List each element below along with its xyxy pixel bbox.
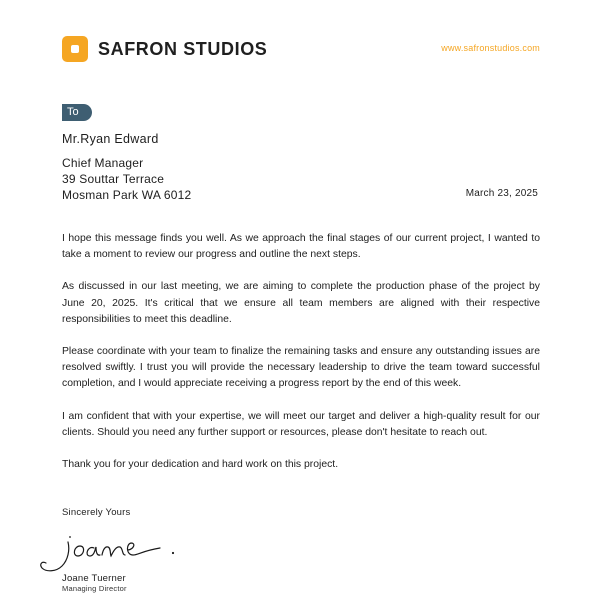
recipient-address [62, 155, 191, 203]
body-paragraph: Thank you for your dedication and hard work on this project. [62, 459, 339, 471]
body-paragraph: As discussed in our last meeting, we are aiming to complete the production phase of the project by June 20, 2025. It's critical that we ensure all team members are aligned with their respective responsibilities to meet this deadline. [62, 281, 540, 325]
brand-name: SAFRON STUDIOS [98, 39, 268, 59]
letter-body [62, 231, 540, 489]
letter-date: March 23, 2025 [465, 188, 538, 199]
to-badge: To [62, 104, 92, 121]
body-paragraph: I am confident that with your expertise, we will meet our target and deliver a high-quality result for our clients. Should you need any further support or resources, please don't hesitate to reach out. [62, 410, 540, 438]
address-line: Mosman Park WA 6012 [62, 188, 192, 202]
website-link[interactable]: www.safronstudios.com [441, 43, 540, 53]
address-line: 39 Souttar Terrace [62, 172, 165, 186]
address-line: Chief Manager [62, 156, 144, 170]
letterhead [62, 36, 540, 62]
handwritten-signature [34, 528, 184, 576]
signer-name: Joane Tuerner [62, 573, 126, 584]
signer-title: Managing Director [62, 584, 127, 593]
rounded-square-logo-icon [62, 36, 88, 62]
body-paragraph: Please coordinate with your team to finalize the remaining tasks and ensure any outstanding issues are resolved swiftly. I trust you will provide the necessary leadership to drive the team toward successful completion, and I would appreciate receiving a progress report by the end of this week. [62, 346, 540, 390]
body-paragraph: I hope this message finds you well. As we approach the final stages of our current project, I wanted to take a moment to review our progress and outline the next steps. [62, 233, 540, 261]
closing-salutation: Sincerely Yours [62, 507, 131, 518]
recipient-name: Mr.Ryan Edward [62, 132, 159, 146]
